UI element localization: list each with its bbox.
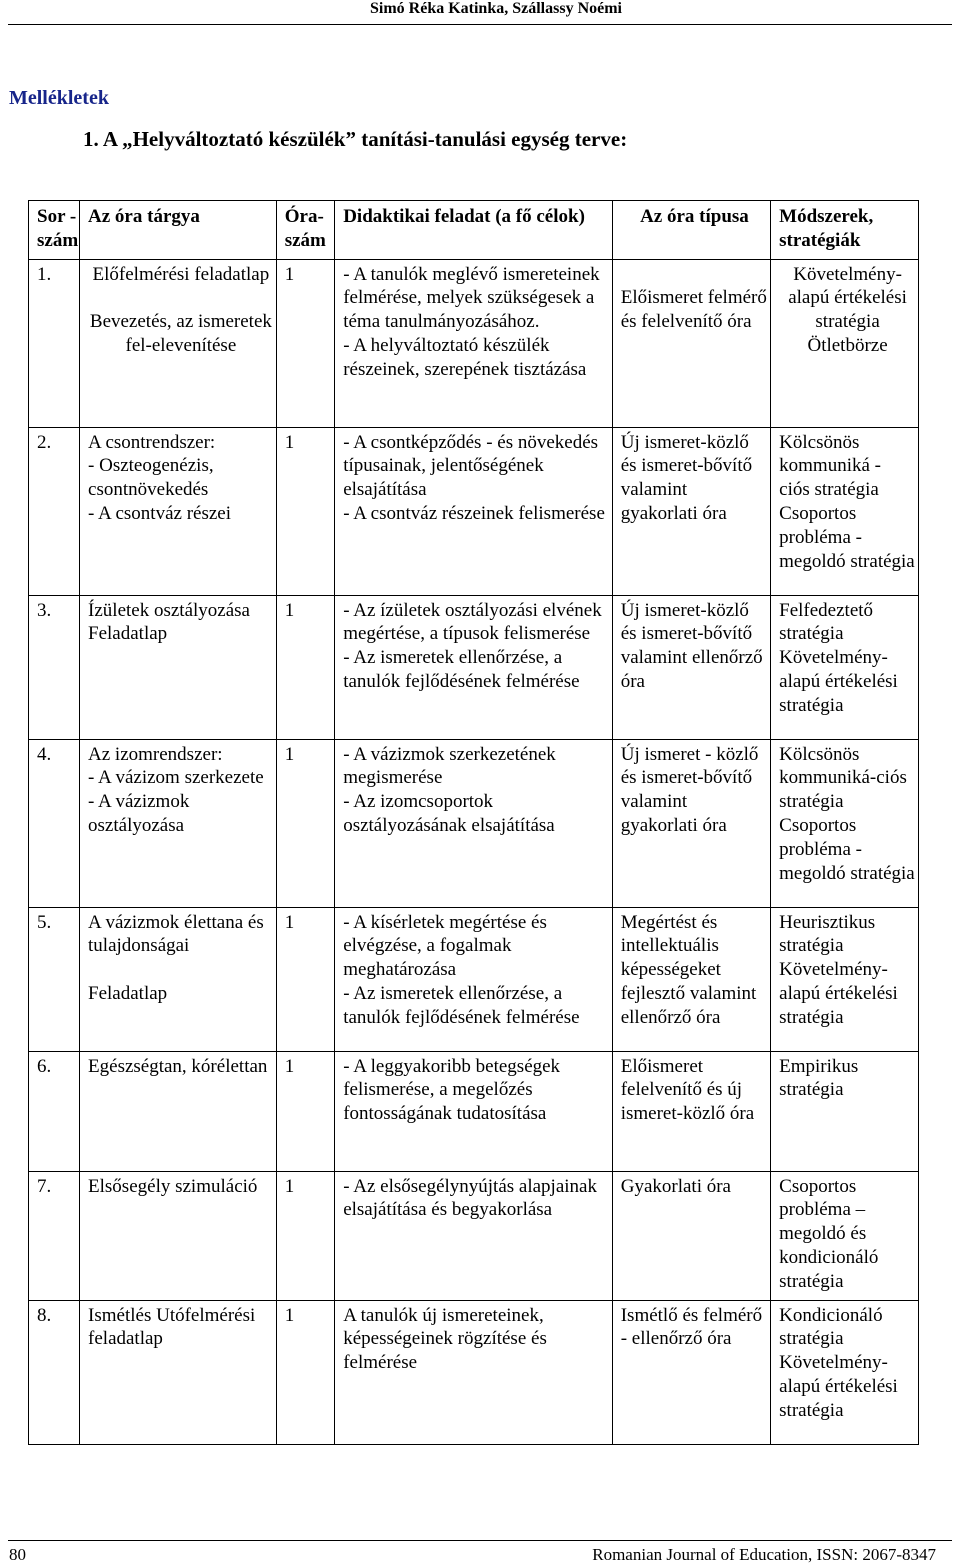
table-row (29, 907, 919, 1051)
row-hours: 1 (276, 907, 334, 1051)
table-row (29, 1300, 919, 1444)
row-task: - A leggyakoribb betegségek felismerése, a megelőzés fontosságának tudatosítása (335, 1051, 613, 1171)
row-subject: Ízületek osztályozása Feladatlap (80, 595, 277, 739)
table-row (29, 427, 919, 595)
table-row (29, 1171, 919, 1300)
header-hours: Óra- szám (276, 201, 334, 260)
row-type: Új ismeret-közlő és ismeret-bővítő valamint ellenőrző óra (612, 595, 770, 739)
row-task: - A vázizmok szerkezetének megismerése - Az izomcsoportok osztályozásának elsajátítása (335, 739, 613, 907)
header-methods: Módszerek, stratégiák (771, 201, 919, 260)
row-subject: A csontrendszer: - Oszteogenézis, csontnövekedés - A csontváz részei (80, 427, 277, 595)
row-methods: Kondicionáló stratégia Követelmény-alapú értékelési stratégia (771, 1300, 919, 1444)
row-methods: Heurisztikus stratégia Követelmény-alapú értékelési stratégia (771, 907, 919, 1051)
row-task: - A csontképződés - és növekedés típusainak, jelentőségének elsajátítása - A csontváz részeinek felismerése (335, 427, 613, 595)
row-methods: Követelmény-alapú értékelési stratégia Ötletbörze (771, 259, 919, 427)
row-num: 3. (29, 595, 80, 739)
row-num: 5. (29, 907, 80, 1051)
row-subject: Egészségtan, kórélettan (80, 1051, 277, 1171)
table-row (29, 259, 919, 427)
lesson-plan-table (28, 200, 919, 1445)
row-num: 4. (29, 739, 80, 907)
table-header-row (29, 201, 919, 260)
row-methods: Kölcsönös kommuniká - ciós stratégia Csoportos probléma - megoldó stratégia (771, 427, 919, 595)
row-num: 7. (29, 1171, 80, 1300)
page-number: 80 (9, 1545, 26, 1564)
row-type: Megértést és intellektuális képességeket fejlesztő valamint ellenőrző óra (612, 907, 770, 1051)
row-methods: Kölcsönös kommuniká-ciós stratégia Csoportos probléma - megoldó stratégia (771, 739, 919, 907)
row-type: Gyakorlati óra (612, 1171, 770, 1300)
table-row (29, 739, 919, 907)
row-task: - Az ízületek osztályozási elvének megértése, a típusok felismerése - Az ismeretek ellenőrzése, a tanulók fejlődésének felmérése (335, 595, 613, 739)
row-task: - Az elsősegélynyújtás alapjainak elsajátítása és begyakorlása (335, 1171, 613, 1300)
row-subject: Előfelmérési feladatlap Bevezetés, az ismeretek fel-elevenítése (80, 259, 277, 427)
header-task: Didaktikai feladat (a fő célok) (335, 201, 613, 260)
header-num: Sor - szám (29, 201, 80, 260)
journal-citation: Romanian Journal of Education, ISSN: 2067-8347 (592, 1545, 936, 1564)
section-title: Mellékletek (9, 87, 109, 109)
row-subject: A vázizmok élettana és tulajdonságai Feladatlap (80, 907, 277, 1051)
row-num: 8. (29, 1300, 80, 1444)
row-task: - A kísérletek megértése és elvégzése, a fogalmak meghatározása - Az ismeretek ellenőrzése, a tanulók fejlődésének felmérése (335, 907, 613, 1051)
table-title: 1. A „Helyváltoztató készülék” tanítási-tanulási egység terve: (83, 127, 628, 151)
row-hours: 1 (276, 259, 334, 427)
row-methods: Csoportos probléma – megoldó és kondicionáló stratégia (771, 1171, 919, 1300)
row-hours: 1 (276, 739, 334, 907)
row-hours: 1 (276, 1300, 334, 1444)
row-type: Új ismeret - közlő és ismeret-bővítő valamint gyakorlati óra (612, 739, 770, 907)
row-hours: 1 (276, 1171, 334, 1300)
row-methods: Felfedeztető stratégia Követelmény-alapú értékelési stratégia (771, 595, 919, 739)
row-task: A tanulók új ismereteinek, képességeinek rögzítése és felmérése (335, 1300, 613, 1444)
row-type: Új ismeret-közlő és ismeret-bővítő valamint gyakorlati óra (612, 427, 770, 595)
header-rule (8, 24, 952, 25)
row-subject: Ismétlés Utófelmérési feladatlap (80, 1300, 277, 1444)
header-subject: Az óra tárgya (80, 201, 277, 260)
row-task: - A tanulók meglévő ismereteinek felmérése, melyek szükségesek a téma tanulmányozásához. - A helyváltoztató készülék részeinek, szerepének tisztázása (335, 259, 613, 427)
row-type: Előismeret felmérő és felelvenítő óra (612, 259, 770, 427)
row-type: Előismeret felelvenítő és új ismeret-közlő óra (612, 1051, 770, 1171)
row-hours: 1 (276, 595, 334, 739)
row-subject: Az izomrendszer: - A vázizom szerkezete - A vázizmok osztályozása (80, 739, 277, 907)
row-num: 1. (29, 259, 80, 427)
table-row (29, 1051, 919, 1171)
row-subject: Elsősegély szimuláció (80, 1171, 277, 1300)
header-type: Az óra típusa (612, 201, 770, 260)
row-hours: 1 (276, 427, 334, 595)
table-row (29, 595, 919, 739)
row-methods: Empirikus stratégia (771, 1051, 919, 1171)
row-num: 2. (29, 427, 80, 595)
row-type: Ismétlő és felmérő - ellenőrző óra (612, 1300, 770, 1444)
footer-rule (8, 1540, 952, 1541)
row-num: 6. (29, 1051, 80, 1171)
running-header-author: Simó Réka Katinka, Szállassy Noémi (369, 0, 622, 17)
row-hours: 1 (276, 1051, 334, 1171)
